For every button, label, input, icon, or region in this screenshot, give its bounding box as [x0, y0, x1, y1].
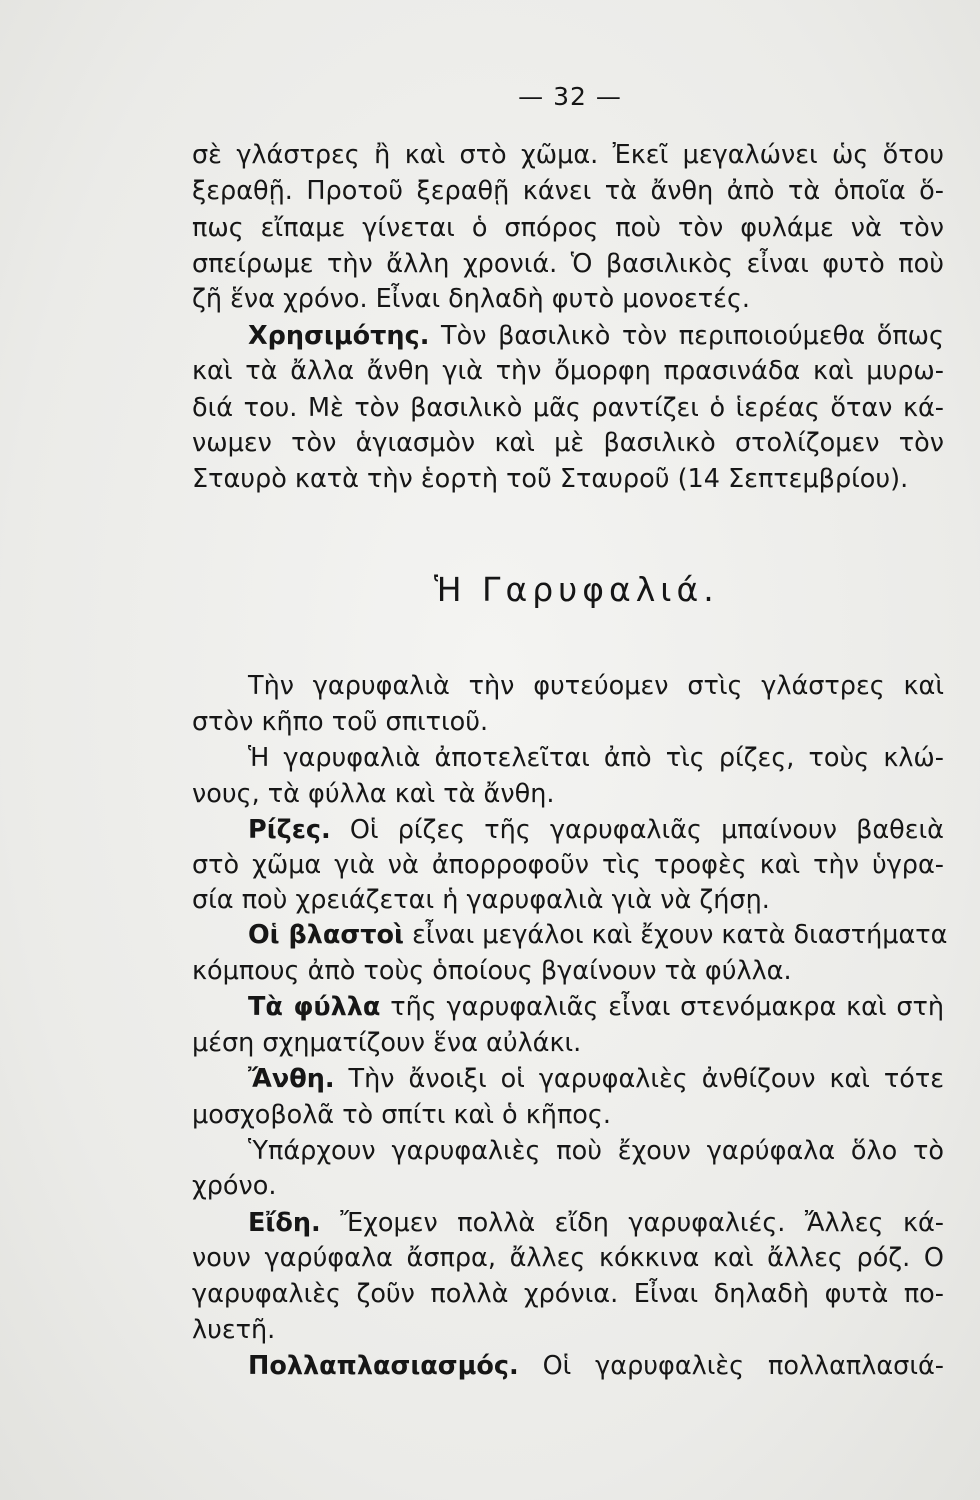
text-line — [192, 1276, 944, 1312]
line-text: διά του. Μὲ τὸν βασιλικὸ μᾶς ραντίζει ὁ ἱερέας ὅταν κά- — [192, 393, 944, 423]
line-text: Οἱ ρίζες τῆς γαρυφαλιᾶς μπαίνουν βαθειὰ — [330, 815, 944, 845]
line-text: Τὴν γαρυφαλιὰ τὴν φυτεύομεν στὶς γλάστρες καὶ — [248, 671, 944, 701]
run-in-heading: Πολλαπλασιασμός. — [248, 1351, 519, 1381]
line-text: γαρυφαλιὲς ζοῦν πολλὰ χρόνια. Εἶναι δηλαδὴ φυτὰ πο- — [192, 1279, 944, 1309]
text-line — [248, 318, 944, 354]
line-text: Τὸν βασιλικὸ τὸν περιποιούμεθα ὅπως — [429, 321, 944, 351]
text-line — [192, 390, 944, 426]
line-text: νωμεν τὸν ἁγιασμὸν καὶ μὲ βασιλικὸ στολίζομεν τὸν — [192, 428, 944, 458]
text-line — [248, 668, 944, 704]
line-text: πως εἴπαμε γίνεται ὁ σπόρος ποὺ τὸν φυλάμε νὰ τὸν — [192, 213, 944, 243]
text-line — [248, 812, 944, 848]
text-line — [192, 1168, 944, 1204]
run-in-heading: Ρίζες. — [248, 815, 331, 845]
line-text: Ἡ γαρυφαλιὰ ἀποτελεῖται ἀπὸ τὶς ρίζες, τοὺς κλώ- — [248, 743, 944, 773]
section-heading: Ἡ Γαρυφαλιά. — [434, 570, 719, 609]
line-text: Οἱ γαρυφαλιὲς πολλαπλασιά- — [518, 1351, 944, 1381]
text-line — [192, 173, 944, 209]
line-text: Ἔχομεν πολλὰ εἴδη γαρυφαλιές. Ἄλλες κά- — [320, 1208, 944, 1238]
text-line — [192, 1025, 944, 1061]
text-line — [192, 1240, 944, 1276]
text-line — [192, 461, 944, 497]
line-text: στὸ χῶμα γιὰ νὰ ἀπορροφοῦν τὶς τροφὲς καὶ τὴν ὑγρα- — [192, 850, 944, 880]
line-text: κόμπους ἀπὸ τοὺς ὁποίους βγαίνουν τὰ φύλλα. — [192, 956, 792, 986]
text-line — [248, 917, 948, 953]
page-number: — 32 — — [518, 82, 622, 111]
line-text: σὲ γλάστρες ἢ καὶ στὸ χῶμα. Ἐκεῖ μεγαλώνει ὡς ὅτου — [192, 140, 944, 170]
text-line — [248, 1348, 944, 1384]
line-text: εἶναι μεγάλοι καὶ ἔχουν κατὰ διαστήματα — [404, 920, 948, 950]
text-line — [248, 740, 944, 776]
line-text: λυετῆ. — [192, 1315, 276, 1345]
line-text: νους, τὰ φύλλα καὶ τὰ ἄνθη. — [192, 779, 555, 809]
line-text: σία ποὺ χρειάζεται ἡ γαρυφαλιὰ γιὰ νὰ ζήσῃ. — [192, 885, 770, 915]
text-line — [192, 847, 944, 883]
run-in-heading: Ἄνθη. — [248, 1064, 335, 1094]
line-text: σπείρωμε τὴν ἄλλη χρονιά. Ὁ βασιλικὸς εἶναι φυτὸ ποὺ — [192, 249, 944, 279]
text-line — [192, 281, 944, 317]
text-line — [248, 1133, 944, 1169]
text-line — [192, 210, 944, 246]
line-text: στὸν κῆπο τοῦ σπιτιοῦ. — [192, 707, 489, 737]
run-in-heading: Εἴδη. — [248, 1208, 321, 1238]
text-line — [192, 953, 944, 989]
text-line — [192, 1312, 944, 1348]
line-text: ξεραθῇ. Προτοῦ ξεραθῇ κάνει τὰ ἄνθη ἀπὸ τὰ ὁποῖα ὅ- — [192, 176, 944, 206]
line-text: χρόνο. — [192, 1171, 277, 1201]
run-in-heading: Τὰ φύλλα — [248, 992, 381, 1022]
text-line — [248, 1205, 944, 1241]
text-line — [192, 425, 944, 461]
line-text: μέση σχηματίζουν ἕνα αὐλάκι. — [192, 1028, 582, 1058]
line-text: τῆς γαρυφαλιᾶς εἶναι στενόμακρα καὶ στὴ — [380, 992, 944, 1022]
line-text: καὶ τὰ ἄλλα ἄνθη γιὰ τὴν ὄμορφη πρασινάδα καὶ μυρω- — [192, 356, 944, 386]
text-line — [192, 246, 944, 282]
run-in-heading: Χρησιμότης. — [248, 321, 430, 351]
text-line — [192, 353, 944, 389]
text-line — [248, 1061, 944, 1097]
line-text: ζῆ ἕνα χρόνο. Εἶναι δηλαδὴ φυτὸ μονοετές. — [192, 284, 751, 314]
text-line — [192, 137, 944, 173]
text-line — [192, 1097, 944, 1133]
line-text: Τὴν ἄνοιξι οἱ γαρυφαλιὲς ἀνθίζουν καὶ τότε — [334, 1064, 944, 1094]
run-in-heading: Οἱ βλαστοὶ — [248, 920, 404, 950]
text-line — [192, 776, 944, 812]
line-text: μοσχοβολᾶ τὸ σπίτι καὶ ὁ κῆπος. — [192, 1100, 611, 1130]
text-line — [192, 704, 944, 740]
line-text: Σταυρὸ κατὰ τὴν ἑορτὴ τοῦ Σταυροῦ (14 Σεπτεμβρίου). — [192, 464, 909, 494]
line-text: Ὑπάρχουν γαρυφαλιὲς ποὺ ἔχουν γαρύφαλα ὅλο τὸ — [248, 1136, 944, 1166]
text-line — [192, 882, 944, 918]
text-line — [248, 989, 944, 1025]
line-text: νουν γαρύφαλα ἄσπρα, ἄλλες κόκκινα καὶ ἄλλες ρόζ. Ο — [192, 1243, 944, 1273]
